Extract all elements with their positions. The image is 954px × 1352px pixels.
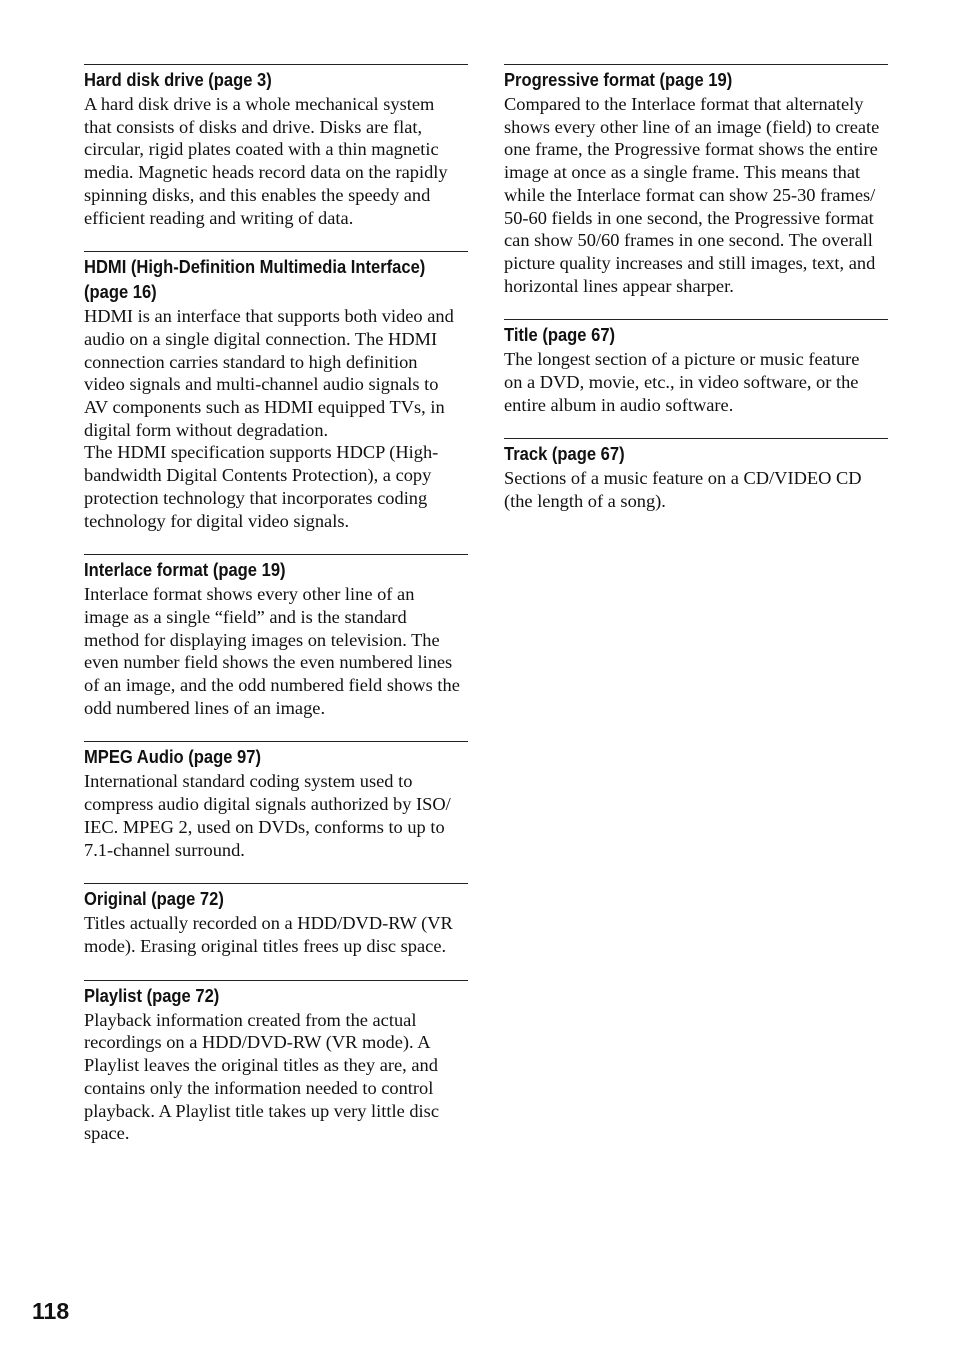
entry-title: Interlace format (page 19) bbox=[84, 560, 286, 581]
entry-title: Title (page 67) bbox=[504, 325, 616, 346]
glossary-entry-mpeg-audio bbox=[84, 741, 468, 861]
entry-body: Interlace format shows every other line of an image as a single “field” and is the standard method for displaying images on television. The even number field shows the even numbered lines of an image, and the odd numbered field shows the odd numbered lines of an image. bbox=[84, 584, 460, 718]
glossary-entry-progressive-format bbox=[504, 64, 888, 297]
glossary-entry-hard-disk-drive bbox=[84, 64, 468, 229]
glossary-entry-track bbox=[504, 438, 888, 512]
entry-body: Titles actually recorded on a HDD/DVD-RW (VR mode). Erasing original titles frees up disc space. bbox=[84, 913, 453, 956]
entry-title: Progressive format (page 19) bbox=[504, 70, 733, 90]
entry-body: HDMI is an interface that supports both video and audio on a single digital connection. The HDMI connection carries standard to high definition video signals and multi-channel audio signals to AV components such as HDMI equipped TVs, in digital form without degradation. The HDMI specification supports HDCP (High- bandwidth Digital Contents Protection), a copy protection technology that incorporates coding technology for digital video signals. bbox=[84, 306, 454, 531]
entry-title: Track (page 67) bbox=[504, 444, 625, 465]
entry-title: Playlist (page 72) bbox=[84, 985, 220, 1006]
glossary-entry-hdmi bbox=[84, 251, 468, 532]
entry-body: Playback information created from the actual recordings on a HDD/DVD-RW (VR mode). A Playlist leaves the original titles as they are, and contains only the information needed to control playback. A Playlist title takes up very little disc space. bbox=[84, 1009, 439, 1144]
entry-title: Original (page 72) bbox=[84, 889, 224, 910]
entry-title: Hard disk drive (page 3) bbox=[84, 70, 272, 90]
page-number: 118 bbox=[32, 1298, 70, 1324]
glossary-entry-title bbox=[504, 319, 888, 416]
entry-body: The longest section of a picture or music feature on a DVD, movie, etc., in video software, or the entire album in audio software. bbox=[504, 349, 860, 415]
entry-title: HDMI (High-Definition Multimedia Interface) (page 16) bbox=[84, 257, 426, 303]
glossary-entry-playlist bbox=[84, 980, 468, 1145]
glossary-entry-interlace-format bbox=[84, 554, 468, 719]
right-column bbox=[504, 64, 888, 535]
entry-body: International standard coding system used to compress audio digital signals authorized by ISO/ IEC. MPEG 2, used on DVDs, conforms to up to 7.1-channel surround. bbox=[84, 771, 451, 860]
glossary-entry-original bbox=[84, 883, 468, 957]
entry-body: A hard disk drive is a whole mechanical system that consists of disks and drive. Disks are flat, circular, rigid plates coated with a thin magnetic media. Magnetic heads record data on the rapidly spinning disks, and this enables the speedy and efficient reading and writing of data. bbox=[84, 94, 448, 228]
entry-body: Sections of a music feature on a CD/VIDEO CD (the length of a song). bbox=[504, 468, 862, 512]
entry-body: Compared to the Interlace format that alternately shows every other line of an image (field) to create one frame, the Progressive format shows the entire image at once as a single frame. This means that while the Interlace format can show 25-30 frames/ 50-60 fields in one second, the Progressive format can show 50/60 frames in one second. The overall picture quality increases and still images, text, and horizontal lines appear sharper. bbox=[504, 94, 880, 296]
entry-title: MPEG Audio (page 97) bbox=[84, 747, 261, 768]
left-column bbox=[84, 64, 468, 1167]
